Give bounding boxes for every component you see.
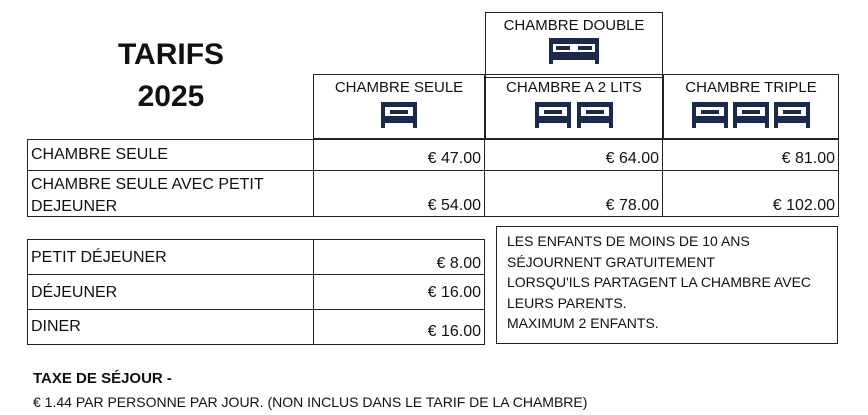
price-seule: € 47.00 <box>427 150 481 167</box>
tax-text: € 1.44 PAR PERSONNE PAR JOUR. (NON INCLUS DANS LE TARIF DE LA CHAMBRE) <box>33 394 588 410</box>
triple-bed-icon <box>691 102 811 128</box>
note-line: LES ENFANTS DE MOINS DE 10 ANS <box>507 233 750 249</box>
children-note <box>496 226 838 344</box>
price-triple: € 81.00 <box>781 150 835 167</box>
note-line: SÉJOURNENT GRATUITEMENT <box>507 253 715 270</box>
price-triple: € 102.00 <box>772 197 835 214</box>
price-2-lits: € 78.00 <box>605 197 659 214</box>
page-title <box>41 38 301 114</box>
note-line: LEURS PARENTS. <box>507 294 627 311</box>
header-label: CHAMBRE DOUBLE <box>503 17 645 34</box>
table-row-label <box>27 170 314 217</box>
price-cell <box>313 170 485 217</box>
twin-bed-icon <box>534 102 614 128</box>
note-line: LORSQU'ILS PARTAGENT LA CHAMBRE AVEC <box>507 274 812 290</box>
note-line: MAXIMUM 2 ENFANTS. <box>507 315 659 331</box>
price-cell <box>313 309 485 345</box>
table-row-label <box>27 139 314 171</box>
header-label: CHAMBRE A 2 LITS <box>506 79 642 96</box>
meal-price: € 16.00 <box>427 323 481 340</box>
row-label: DINER <box>31 318 81 335</box>
price-cell <box>662 170 839 217</box>
single-bed-icon <box>380 102 418 128</box>
row-label: CHAMBRE SEULE <box>31 146 168 163</box>
title-line-2: 2025 <box>137 80 205 113</box>
meal-price: € 8.00 <box>436 255 481 272</box>
table-row-label <box>27 309 314 345</box>
header-label: CHAMBRE TRIPLE <box>685 79 817 96</box>
row-label-line-2: DEJEUNER <box>31 198 118 215</box>
header-chambre-double <box>485 12 663 78</box>
row-label: PETIT DÉJEUNER <box>31 249 167 266</box>
tax-title: TAXE DE SÉJOUR - <box>33 370 172 387</box>
table-row-label <box>27 274 314 310</box>
table-row-label <box>27 239 314 275</box>
price-2-lits: € 64.00 <box>605 150 659 167</box>
price-cell <box>484 170 663 217</box>
price-cell <box>313 139 485 171</box>
price-cell <box>662 139 839 171</box>
header-chambre-triple <box>663 74 839 139</box>
meal-price: € 16.00 <box>427 284 481 301</box>
price-cell <box>313 274 485 310</box>
row-label: DÉJEUNER <box>31 284 118 301</box>
header-label: CHAMBRE SEULE <box>334 79 464 96</box>
price-seule: € 54.00 <box>427 197 481 214</box>
title-line-1: TARIFS <box>117 38 225 71</box>
header-chambre-seule <box>313 74 485 139</box>
row-label-line-1: CHAMBRE SEULE AVEC PETIT <box>31 176 264 193</box>
price-cell <box>313 239 485 275</box>
header-chambre-2-lits <box>485 74 663 139</box>
double-bed-icon <box>548 38 600 64</box>
price-cell <box>484 139 663 171</box>
